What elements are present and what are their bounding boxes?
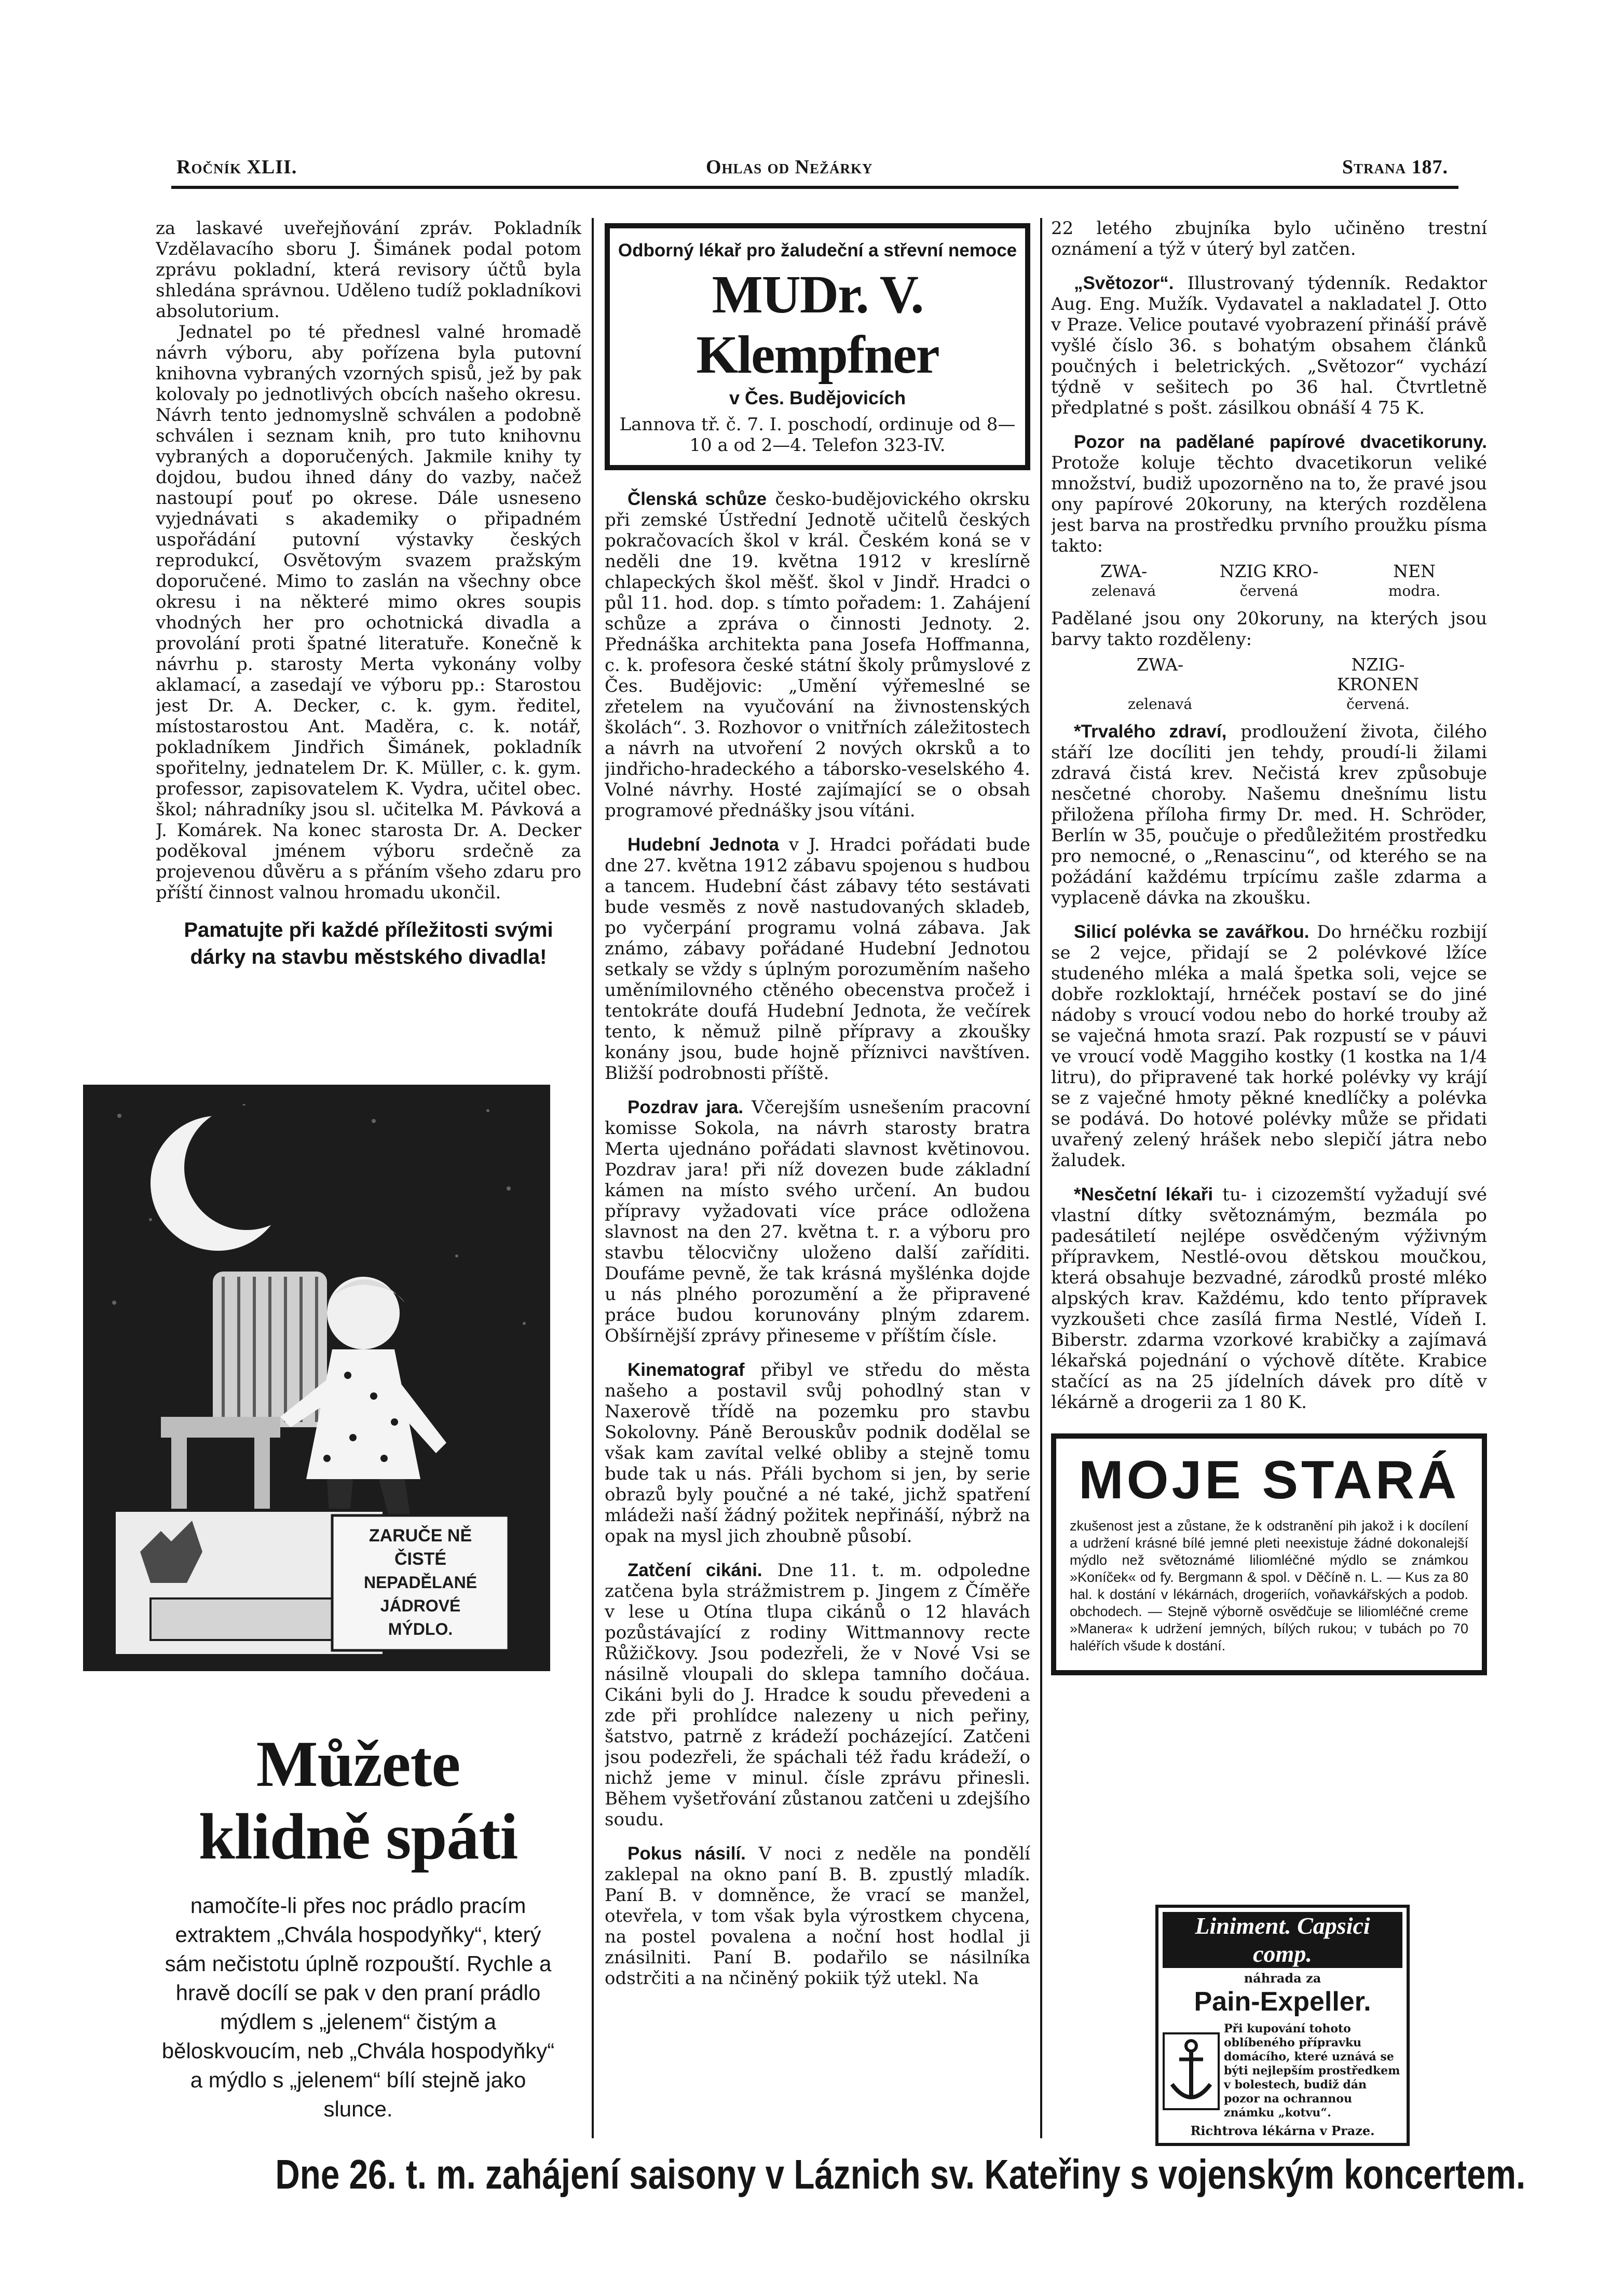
news-item <box>605 489 1030 821</box>
news-text: česko-budějovického okrsku při zemské Ústřední Jednotě učitelů českých pokračovacích škol v král. Českém koná se v neděli dne 19. května 1912 v kreslírně chlapeckých škol měšť. škol v Jindř. Hradci o půl 11. hod. dop. s tímto pořadem: 1. Zahájení schůze a zpráva o činnosti Jednoty. 2. Přednáška architekta pana Josefa Hoffmanna, c. k. profesora české státní školy průmyslové z Čes. Budějovic: „Umění výřemeslné se zřetelem na vyučování na živnostenských školách“. 3. Rozhovor o vnitřních záležitostech a návrh na utvoření 2 nových okrsků a to jindřicho-hradeckého a táborsko-veselského 4. Volné návrhy. Hosté zajímající se o obsah programové přednášky jsou vítáni. <box>605 489 1030 821</box>
column-2 <box>605 218 1030 1989</box>
news-heading: „Světozor“. <box>1074 273 1174 293</box>
news-heading: Hudební Jednota <box>628 835 779 855</box>
guarantee-label <box>332 1515 509 1650</box>
news-heading: Silicí polévka se zavářkou. <box>1074 922 1310 942</box>
table-cell: NZIG-KRONEN <box>1336 654 1420 694</box>
soap-ad-text <box>156 1728 561 2124</box>
table-cell: modra. <box>1388 582 1441 599</box>
doctor-name: MUDr. V. Klempfner <box>696 265 939 385</box>
label-line-4: JÁDROVÉ <box>380 1596 461 1615</box>
theatre-appeal: Pamatujte při každé příležitosti svými dárky na stavbu městského divadla! <box>184 919 553 968</box>
article-continuation: za laskavé uveřejňování zpráv. Pokladník Vzdělavacího sboru J. Šimánek podal potom zprávu pokladní, která revisory účtů byla shledána správnou. Uděleno tudíž pokladníkovi absolutorium. <box>156 218 581 322</box>
anchor-icon <box>1163 2032 1220 2110</box>
column-3 <box>1051 218 1487 1675</box>
doctor-city: v Čes. Budějovicích <box>729 387 906 408</box>
label-line-1: ZARUČE NĚ <box>369 1526 472 1546</box>
volume-label: Ročník XLII. <box>176 156 297 178</box>
news-item <box>605 1560 1030 1830</box>
table-cell: NZIG KRO- <box>1219 561 1319 581</box>
ad-headline: MOJE STARÁ <box>1078 1450 1460 1510</box>
news-item <box>1051 922 1487 1171</box>
news-text: Illustrovaný týdenník. Redaktor Aug. Eng. Mužík. Vydavatel a nakladatel J. Otto v Praze. Velice poutavé vyobrazení přináší právě vyšlé číslo 36. s bohatým obsahem článků poučných i beletrických. „Světozor“ vychází týdně v sešitech po 36 hal. Čtvrtletně předplatné s pošt. zásilkou obnáší 4 75 K. <box>1051 273 1487 418</box>
news-text: Do hrnéčku rozbijí se 2 vejce, přidají se 2 polévkové lžíce studeného mléka a malá špetka soli, vejce se dobře rozkloktají, hrnéček postaví se do jiné nádoby s vroucí vodou nebo do horké trouby až se vaječná hmota srazí. Pak rozpustí se v páuvi ve vroucí vodě Maggiho kostky (1 kostka na 1/4 litru), do připravené tak horké polévky vy krájí se z vaječné hmoty pěkné knedlíčky a polévka se podává. Do hotové polévky může se přidati uvařený zelený hrášek nebo slepičí játra nebo žaludek. <box>1051 922 1487 1171</box>
news-item <box>1051 721 1487 908</box>
news-item <box>1051 432 1487 556</box>
news-item <box>605 1843 1030 1989</box>
news-item <box>1051 1184 1487 1413</box>
article-continuation: 22 letého zbujníka bylo učiněno trestní oznámení a týž v úterý byl zatčen. <box>1051 218 1487 259</box>
news-text: V noci z neděle na pondělí zaklepal na okno paní B. B. zpustlý mladík. Paní B. v domněnce, že vrací se manžel, otevřela, v tom však byla výrostkem chycena, na postel povalena a noční host hodlal ji znásilniti. Paní B. podařilo se násilníka odstrčiti a na nčiněný pokiik týž utekl. Na <box>605 1843 1030 1989</box>
doctor-address: Lannova tř. č. 7. I. poschodí, ordinuje od 8—10 a od 2—4. Telefon 323-IV. <box>619 414 1016 456</box>
newspaper-title: Ohlas od Nežárky <box>706 156 873 178</box>
news-heading: Pozdrav jara. <box>628 1097 744 1117</box>
column-divider-2 <box>1040 218 1042 2138</box>
ad-headline: Liniment. Capsici comp. <box>1163 1912 1402 1968</box>
column-divider-1 <box>592 218 594 2138</box>
label-line-2: ČISTÉ <box>394 1549 447 1569</box>
ad-body: Při kupování tohoto oblíbeného přípravku domácího, které uznává se býti nejlepším prostředkem v bolestech, budiž dán pozor na ochrannou známku „kotvu“. <box>1224 2022 1400 2120</box>
ad-product-name: Pain-Expeller. <box>1194 1987 1371 2017</box>
table-cell: zelenavá <box>1091 582 1156 599</box>
news-item <box>605 1360 1030 1547</box>
news-text: Padělané jsou ony 20koruny, na kterých jsou barvy takto rozděleny: <box>1051 608 1487 650</box>
table-cell: červená <box>1239 582 1299 599</box>
table-cell: ZWA- <box>1100 561 1148 581</box>
ad-body: namočíte-li přes noc prádlo pracím extraktem „Chvála hospodyňky“, který sám nečistotu úplně rozpouští. Rychle a hravě docílí se pak v den praní prádlo mýdlem s „jelenem“ čistým a běloskvoucím, neb „Chvála hospodyňky“ a mýdlo s „jelenem“ bílí stejně jako slunce. <box>161 1893 555 2121</box>
label-line-3: NEPADĚLANÉ <box>363 1573 478 1592</box>
doctor-ad <box>605 223 1030 470</box>
header-rule <box>171 186 1458 189</box>
ad-headline-1: Můžete <box>256 1728 460 1800</box>
table-cell: ZWA- <box>1136 654 1184 675</box>
label-line-5: MÝDLO. <box>388 1620 453 1638</box>
article-paragraph: Jednatel po té přednesl valné hromadě návrh výboru, aby pořízena byla putovní knihovna vybraných vzorných spisů, jež by pak kolovaly po jednotlivých obcích našeho okresu. Návrh tento jednomyslně schválen a podobně schválen i seznam knih, pro tuto knihovnu vybraných a doporučených. Jakmile knihy ty dojdou, budou ihned dány do vazby, načež nastoupí pouť po okrese. Dále usneseno vyjednávati s akademiky o připadném uspořádání putovní výstavky českých reprodukcí, Osvětovým svazem pražským doporučené. Mimo to zaslán na všechny obce okresu i na některé mimo okres soupis vhodných her pro ochotnická divadla a provolání proti špatné literatuře. Konečně k návrhu p. starosty Merta vykonány volby aklamací, a zasedají ve výboru pp.: Starostou jest Dr. A. Decker, c. k. gym. ředitel, místostarostou Ant. Maděra, c. k. notář, pokladníkem Jindřich Šimánek, pokladník spořitelny, jednatelem Dr. K. Müller, c. k. gym. professor, zapisovatelem K. Vydra, učitel obec. škol; náhradníky jsou sl. učitelka M. Pávková a J. Komárek. Na konec starosta Dr. A. Decker poděkoval jménem výboru srdečně za projevenou důvěru a s přáním všeho zdaru pro příští činnost valnou hromadu ukončil. <box>156 322 581 903</box>
news-heading: Zatčení cikáni. <box>628 1560 762 1580</box>
news-text: prodloužení života, čilého stáří lze docíliti jen tehdy, proudí-li žilami zdravá čistá krev. Nečistá krev způsobuje nesčetné choroby. Našemu dnešnímu listu přiložena příloha firmy Dr. med. H. Schröder, Berlín w 35, poučuje o předůležitém prostředku pro nemocné, o „Renascinu“, od kterého se na požádání každému trpícímu zašle zdarma a vyplaceně dávka na zkoušku. <box>1051 721 1487 908</box>
news-text: v J. Hradci pořádati bude dne 27. května 1912 zábavu spojenou s hudbou a tancem. Hudební část zábavy této sestávati bude vesměs z nově nastudovaných skladeb, po vyčerpání programu volná zábava. Jak známo, zábavy pořádané Hudební Jednotou setkaly se vždy s úplným porozuměním našeho uměnímilovného ctěného obecenstva pročež i tentokráte doufá Hudební Jednota, že večírek tento, k němuž pilně přípravy a zkoušky konány jsou, bude hojně příznivci navštíven. Bližší podrobnosti příště. <box>605 835 1030 1084</box>
news-heading: Členská schůze <box>628 489 767 509</box>
news-text: přibyl ve středu do města našeho a postavil svůj pohodlný stan v Naxerově třídě na pozemku pro stavbu Sokolovny. Páně Berouskův podnik dodělal se však kam zavítal velké obliby a stejně tomu bude tak u nás. Přáli bychom si jen, by serie obrazů byly poučné a né také, jichž spatření mládeži naší žádný požitek nepřináší, nýbrž na opak na mysl jich zhoubně působí. <box>605 1360 1030 1547</box>
news-heading: Pozor na padělané papírové dvacetikoruny. <box>1074 432 1487 452</box>
moje-stara-ad <box>1051 1433 1487 1675</box>
page-header <box>171 156 1458 185</box>
illustration-graphic <box>83 1085 550 1671</box>
news-text: Dne 11. t. m. odpoledne zatčena byla strážmistrem p. Jingem z Číměře v lese u Otína tlupa cikánů o 12 hlavách pozůstávající z rodiny Wittmannovy recte Růžičkovy. Jsou podezřeli, že v Nové Vsi se násilně vloupali do sklepa tamního dočáua. Cikáni byli do J. Hradce k soudu převedeni a zde při prohlídce nalezeny u nich peřiny, šatstvo, patrně z krádeží pocházející. Zatčeni jsou podezřeli, že spáchali též řadu krádeží, o nichž jeme v minul. čísle zprávu přinesli. Během vyšetřování zůstanou zatčeni u zdejšího soudu. <box>605 1560 1030 1830</box>
news-heading: *Nesčetní lékaři <box>1074 1184 1213 1205</box>
news-heading: Pokus násilí. <box>628 1843 746 1864</box>
table-cell: NEN <box>1393 561 1436 581</box>
ad-subline: náhrada za <box>1244 1971 1321 1986</box>
news-text: tu- i cizozemští vyžadují své vlastní dítky světoznámým, bezmála po padesátiletí nejlépe osvědčeným výživným přípravkem, Nestlé-ovou dětskou moučkou, která obsahuje bezvadné, zárodků prosté mléko alpských krav. Každému, kdo tento přípravek vyzkoušeti chce zasílá firma Nestlé, Vídeň I. Biberstr. zdarma vzorkové krabičky a zajímavá lékařská pojednání o výchově dítěte. Krabice stačící as na 25 jídelních dávek pro dítě v lékárně a drogerii za 1 80 K. <box>1051 1184 1487 1413</box>
news-item <box>1051 273 1487 418</box>
table-cell: červená. <box>1346 695 1410 713</box>
ad-body: zkušenost jest a zůstane, že k odstranění pih jakož i k docílení a udržení krásné bílé jemné pleti neexistuje žádné dokonalejší mýdlo než světoznámé liliomléčné mýdlo se známkou »Koníček« od fy. Bergmann & spol. v Děčíně n. L. — Kus za 80 hal. k dostání v lékárnách, drogeriích, voňavkářských a podob. obchodech. — Stejně výborně osvědčuje se liliomléčné creme »Manera« k udržení jemných, bílých rukou; v tubách po 70 haléřích všude k dostání. <box>1070 1518 1468 1653</box>
banknote-table-forged <box>1051 655 1487 714</box>
banknote-table-genuine <box>1051 562 1487 601</box>
liniment-ad <box>1155 1905 1410 2146</box>
doctor-specialty: Odborný lékař pro žaludeční a střevní nemoce <box>618 240 1017 261</box>
news-heading: Kinematograf <box>628 1360 745 1380</box>
bottom-banner: Dne 26. t. m. zahájení saisony v Láznich sv. Kateřiny s vojenským koncertem. <box>275 2151 1526 2197</box>
wooden-stand <box>161 1417 280 1438</box>
page-number: Strana 187. <box>1342 156 1448 178</box>
news-item <box>605 835 1030 1084</box>
ad-headline-2: klidně spáti <box>198 1801 518 1873</box>
column-1 <box>156 218 581 971</box>
news-text: Včerejším usnešením pracovní komisse Sokola, na návrh starosty bratra Merta ujednáno pořádati slavnost květinovou. Pozdrav jara! při níž dovezen bude základní kámen na místo svého určení. An budou přípravy vyžadovati více práce odložena slavnost na den 27. května t. r. a výboru pro stavbu tělocvičny uloženo další zaříditi. Doufáme pevně, že tak krásná myšlénka dojde u nás plného porozumění a že připravené práce budou korunovány plným zdarem. Obšírnější zprávy přineseme v příštím čísle. <box>605 1097 1030 1346</box>
ad-pharmacy: Richtrova lékárna v Praze. <box>1190 2123 1375 2138</box>
news-item <box>605 1097 1030 1346</box>
news-heading: *Trvalého zdraví, <box>1074 721 1227 742</box>
news-text: Protože koluje těchto dvacetikorun veliké množství, budiž upozorněno na to, že pravé jsou ony papírové 20koruny, na kterých rozdělena jest barva na prostředku prvního proužku písma takto: <box>1051 453 1487 556</box>
table-cell: zelenavá <box>1127 695 1193 713</box>
soap-ad-illustration <box>83 1085 550 1671</box>
